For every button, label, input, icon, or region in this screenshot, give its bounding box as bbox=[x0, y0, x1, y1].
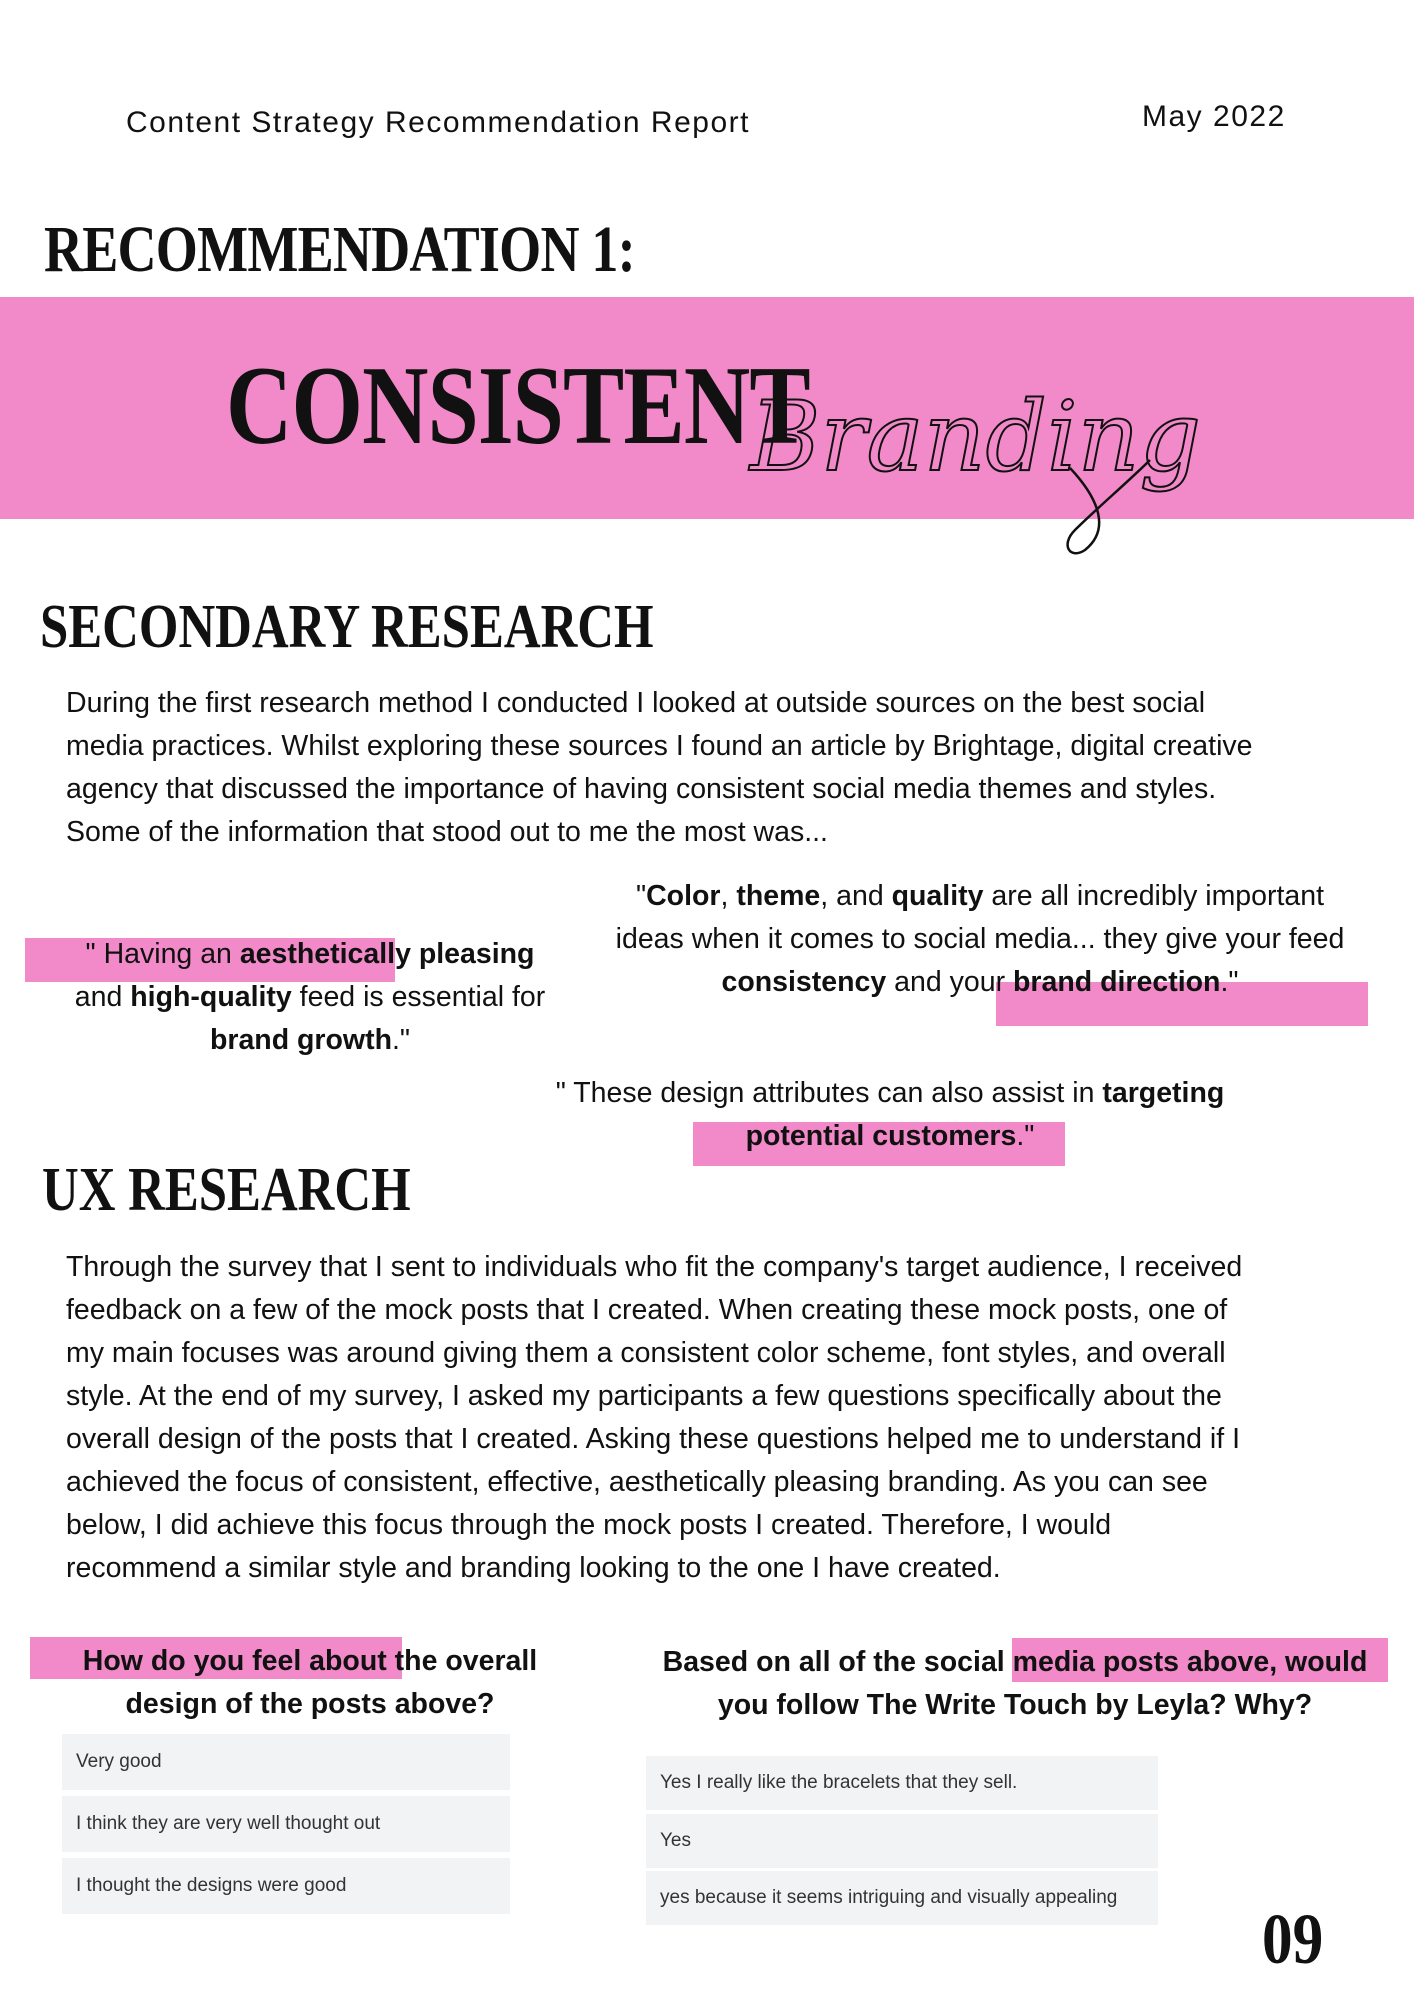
paragraph-line: media practices. Whilst exploring these sources I found an article by Brightage, digital creative bbox=[66, 730, 1253, 762]
survey-response: I thought the designs were good bbox=[62, 1858, 510, 1914]
survey-response: Yes I really like the bracelets that they sell. bbox=[646, 1756, 1158, 1810]
branding-script-title bbox=[740, 360, 1210, 560]
secondary-research-paragraph bbox=[66, 682, 1386, 854]
page-number: 09 bbox=[1262, 1899, 1324, 1979]
recommendation-title: CONSISTENT bbox=[226, 344, 810, 468]
secondary-research-heading: SECONDARY RESEARCH bbox=[40, 593, 654, 661]
recommendation-label: RECOMMENDATION 1: bbox=[44, 213, 635, 286]
paragraph-line: recommend a similar style and branding looking to the one I have created. bbox=[66, 1552, 1001, 1584]
survey-question-design: How do you feel about the overall design of the posts above? bbox=[82, 1645, 538, 1720]
branding-script-text: Branding bbox=[750, 381, 1201, 493]
report-date: May 2022 bbox=[1142, 100, 1286, 133]
survey-response: Yes bbox=[646, 1814, 1158, 1868]
paragraph-line: Through the survey that I sent to individuals who fit the company's target audience, I received bbox=[66, 1251, 1243, 1283]
report-title: Content Strategy Recommendation Report bbox=[126, 106, 750, 139]
quote-aesthetic: " Having an aesthetically pleasing and high-quality feed is essential for brand growth." bbox=[74, 938, 546, 1056]
paragraph-line: below, I did achieve this focus through the mock posts I created. Therefore, I would bbox=[66, 1509, 1112, 1541]
survey-response: yes because it seems intriguing and visually appealing bbox=[646, 1871, 1158, 1925]
ux-research-heading: UX RESEARCH bbox=[42, 1156, 411, 1224]
quote-color-theme: "Color, theme, and quality are all incredibly important ideas when it comes to social media... they give your feed consistency and your brand direction." bbox=[615, 880, 1345, 998]
paragraph-line: agency that discussed the importance of having consistent social media themes and styles. bbox=[66, 773, 1217, 805]
survey-response: Very good bbox=[62, 1734, 510, 1790]
paragraph-line: style. At the end of my survey, I asked my participants a few questions specifically about the bbox=[66, 1380, 1222, 1412]
paragraph-line: feedback on a few of the mock posts that I created. When creating these mock posts, one of bbox=[66, 1294, 1228, 1326]
quote-targeting: " These design attributes can also assist in targeting potential customers." bbox=[555, 1077, 1225, 1152]
paragraph-line: achieved the focus of consistent, effective, aesthetically pleasing branding. As you can see bbox=[66, 1466, 1208, 1498]
paragraph-line: During the first research method I conducted I looked at outside sources on the best social bbox=[66, 687, 1206, 719]
survey-question-follow: Based on all of the social media posts above, would you follow The Write Touch by Leyla? Why? bbox=[662, 1646, 1368, 1721]
paragraph-line: Some of the information that stood out to me the most was... bbox=[66, 816, 828, 848]
ux-research-paragraph bbox=[66, 1246, 1386, 1590]
paragraph-line: my main focuses was around giving them a consistent color scheme, font styles, and overall bbox=[66, 1337, 1226, 1369]
survey-response: I think they are very well thought out bbox=[62, 1796, 510, 1852]
paragraph-line: overall design of the posts that I created. Asking these questions helped me to understand if I bbox=[66, 1423, 1240, 1455]
